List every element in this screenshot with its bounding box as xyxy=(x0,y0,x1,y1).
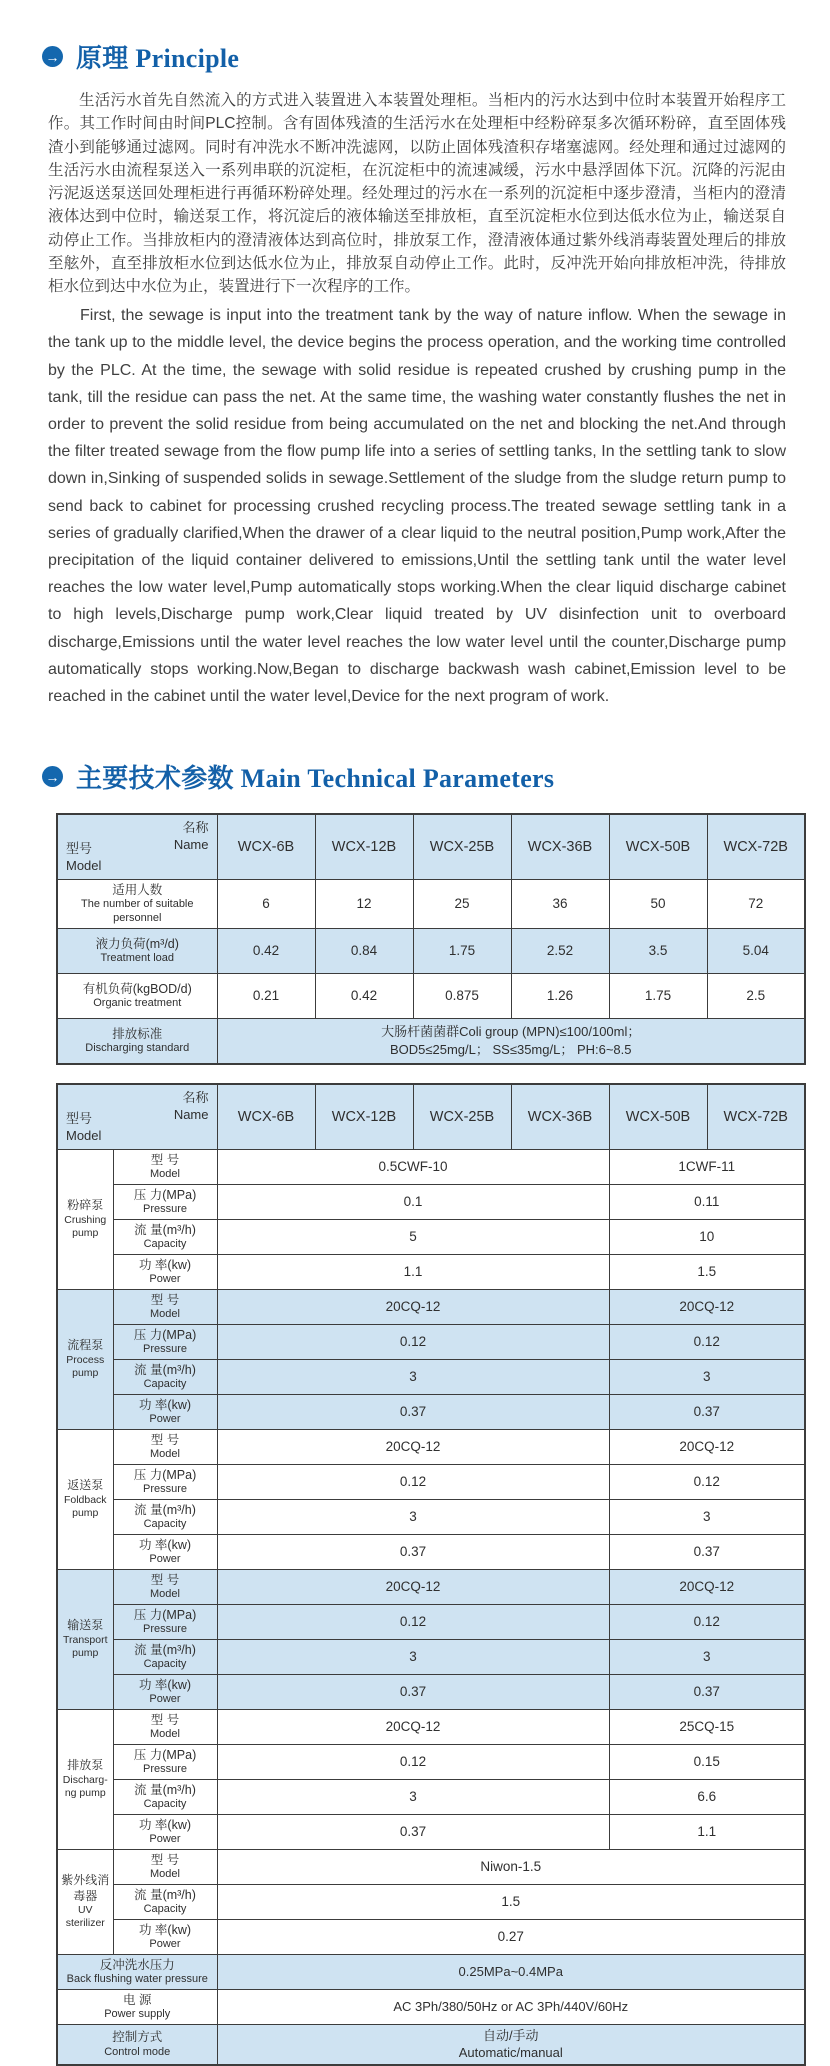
principle-paragraph-english: First, the sewage is input into the treatment tank by the way of nature inflow. When the sewage in the tank up to the middle level, the device begins the process operation, and the working time controlled by the PLC. At the time, the sewage with solid residue is repeated crushed by crushing pump in the tank, till the residue can pass the net. At the same time, the washing water constantly flushes the net in order to prevent the solid residue from being accumulated on the net and blocking the net.And through the filter treated sewage from the flow pump life into a series of settling tanks, In the settling tank to slow down in,Sinking of suspended solids in sewage.Settlement of the sludge from the sludge return pump to send back to cabinet for processing crushed recycling process.The treated sewage settling tank in a series of gradually clarified,When the drawer of a clear liquid to the neutral position,Pump work,After the precipitation of the liquid container delivered to emissions,Until the settling tank until the water level reaches the low water level,Pump automatically stops working.When the clear liquid discharge cabinet to high levels,Discharge pump work,Clear liquid treated by UV disinfection unit to overboard discharge,Emissions until the water level reaches the low water level until the counter,Discharge pump automatically stops working.Now,Began to discharge backwash wash cabinet,Emission level to be reached in the cabinet until the water level,Device for the next program of work. xyxy=(48,307,786,705)
label-chinese: 紫外线消毒器 xyxy=(61,1873,110,1903)
label-chinese: 流 量(m³/h) xyxy=(134,1362,196,1377)
label-english: Power xyxy=(149,1938,181,1951)
label-english: Transport pump xyxy=(62,1633,108,1660)
value-cell-left: 5 xyxy=(217,1219,609,1254)
value-cell-right: 3 xyxy=(609,1499,805,1534)
label-english: Capacity xyxy=(143,1238,187,1251)
standard-line: BOD5≤25mg/L； SS≤35mg/L； PH:6~8.5 xyxy=(389,1041,632,1057)
value-cell-right: 1CWF-11 xyxy=(609,1149,805,1184)
label-chinese: 压 力(MPa) xyxy=(133,1747,197,1762)
value-cell-left: 3 xyxy=(217,1639,609,1674)
value-cell-right: 0.12 xyxy=(609,1464,805,1499)
label-chinese: 流 量(m³/h) xyxy=(134,1502,196,1517)
group-label-cell xyxy=(57,1289,113,1429)
corner-name-label xyxy=(174,1090,209,1124)
value-cell-right: 20CQ-12 xyxy=(609,1289,805,1324)
table-row xyxy=(57,1989,805,2024)
label-chinese: 型 号 xyxy=(150,1292,180,1307)
header-row xyxy=(57,814,805,880)
label-chinese: 压 力(MPa) xyxy=(133,1187,197,1202)
label-english: Pressure xyxy=(142,1623,188,1636)
label-chinese: 流 量(m³/h) xyxy=(134,1782,196,1797)
label-chinese: 型 号 xyxy=(150,1152,180,1167)
value-cell-left: 0.12 xyxy=(217,1744,609,1779)
label-chinese: 流程泵 xyxy=(67,1338,104,1353)
table-row xyxy=(57,1604,805,1639)
param-label-cell xyxy=(113,1814,217,1849)
label-english: Foldback pump xyxy=(63,1493,107,1520)
model-header-cell: WCX-72B xyxy=(707,1084,805,1150)
value-cell-right: 20CQ-12 xyxy=(609,1429,805,1464)
value-cell: 6 xyxy=(217,880,315,929)
value-cell-left: 0.37 xyxy=(217,1674,609,1709)
corner-name-label xyxy=(174,820,209,854)
table-row xyxy=(57,1464,805,1499)
table-row xyxy=(57,1394,805,1429)
label-chinese: 流 量(m³/h) xyxy=(134,1642,196,1657)
param-label-cell xyxy=(113,1709,217,1744)
group-label-cell xyxy=(57,1709,113,1849)
value-cell-left: 0.5CWF-10 xyxy=(217,1149,609,1184)
model-header-cell: WCX-50B xyxy=(609,814,707,880)
value-cell-right: 25CQ-15 xyxy=(609,1709,805,1744)
model-header-cell: WCX-6B xyxy=(217,814,315,880)
label-english: Capacity xyxy=(143,1518,187,1531)
corner-model-label xyxy=(66,841,101,875)
model-header-cell: WCX-12B xyxy=(315,1084,413,1150)
corner-cell xyxy=(57,1084,217,1150)
param-label-cell xyxy=(113,1324,217,1359)
param-label-cell xyxy=(113,1674,217,1709)
table-row xyxy=(57,1569,805,1604)
model-header-cell: WCX-36B xyxy=(511,1084,609,1150)
param-label-cell xyxy=(113,1289,217,1324)
model-header-cell: WCX-6B xyxy=(217,1084,315,1150)
corner-model-en: Model xyxy=(66,858,102,874)
value-cell-left: 3 xyxy=(217,1499,609,1534)
value-cell: 0.21 xyxy=(217,973,315,1018)
group-label-cell xyxy=(57,1149,113,1289)
label-english: Organic treatment xyxy=(93,997,182,1010)
group-label-cell xyxy=(57,1429,113,1569)
main-parameters-table xyxy=(56,813,806,1065)
value-cell-right: 20CQ-12 xyxy=(609,1569,805,1604)
label-english: Power supply xyxy=(104,2008,171,2021)
label-english: Model xyxy=(150,1588,180,1601)
label-english: Back flushing water pressure xyxy=(66,1973,208,1986)
value-cell-right: 0.11 xyxy=(609,1184,805,1219)
value-cell-right: 3 xyxy=(609,1639,805,1674)
table-row xyxy=(57,1289,805,1324)
table-row xyxy=(57,2024,805,2065)
param-label-cell xyxy=(113,1394,217,1429)
label-english: Treatment load xyxy=(100,952,175,965)
label-english: Model xyxy=(150,1308,180,1321)
corner-name-zh: 名称 xyxy=(182,820,209,836)
table-row xyxy=(57,1779,805,1814)
label-chinese: 控制方式 xyxy=(112,2030,163,2045)
label-english: Process pump xyxy=(66,1353,105,1380)
value-cell-right: 0.15 xyxy=(609,1744,805,1779)
value-cell-full: 1.5 xyxy=(217,1884,805,1919)
value-cell-left: 0.12 xyxy=(217,1324,609,1359)
value-cell: 25 xyxy=(413,880,511,929)
value-cell: 36 xyxy=(511,880,609,929)
label-english: Pressure xyxy=(142,1763,188,1776)
model-header-cell: WCX-25B xyxy=(413,1084,511,1150)
label-english: Pressure xyxy=(142,1483,188,1496)
label-english: Model xyxy=(150,1168,180,1181)
arrow-circle-icon: → xyxy=(42,46,63,67)
standard-line: 大肠杆菌菌群Coli group (MPN)≤100/100ml； xyxy=(381,1024,641,1040)
value-cell: 1.26 xyxy=(511,973,609,1018)
table-row xyxy=(57,1254,805,1289)
model-header-cell: WCX-50B xyxy=(609,1084,707,1150)
label-english: Power xyxy=(149,1273,181,1286)
table-row xyxy=(57,1359,805,1394)
value-cell-left: 0.37 xyxy=(217,1814,609,1849)
table-head xyxy=(57,1084,805,1150)
value-cell: 2.5 xyxy=(707,973,805,1018)
parameters-heading xyxy=(42,758,830,795)
label-chinese: 电 源 xyxy=(123,1992,152,2007)
table-row xyxy=(57,1219,805,1254)
label-chinese: 型 号 xyxy=(150,1432,180,1447)
label-english: Capacity xyxy=(143,1378,187,1391)
label-english: Capacity xyxy=(143,1798,187,1811)
label-chinese: 压 力(MPa) xyxy=(133,1327,197,1342)
label-english: Model xyxy=(150,1448,180,1461)
value-cell-left: 0.37 xyxy=(217,1394,609,1429)
value-cell: 0.42 xyxy=(217,928,315,973)
table-row xyxy=(57,1814,805,1849)
label-chinese: 型 号 xyxy=(150,1712,180,1727)
corner-name-en: Name xyxy=(173,836,209,852)
value-cell: 1.75 xyxy=(413,928,511,973)
value-cell-right: 0.12 xyxy=(609,1604,805,1639)
value-cell-full xyxy=(217,1989,805,2024)
value-cell-right: 6.6 xyxy=(609,1779,805,1814)
label-chinese: 功 率(kw) xyxy=(138,1537,192,1552)
table-row xyxy=(57,1184,805,1219)
value-line: AC 3Ph/380/50Hz or AC 3Ph/440V/60Hz xyxy=(393,1999,629,2015)
label-english: Discharg-ng pump xyxy=(62,1773,108,1800)
label-chinese: 功 率(kw) xyxy=(138,1257,192,1272)
value-cell: 50 xyxy=(609,880,707,929)
label-english: Power xyxy=(149,1553,181,1566)
label-chinese: 功 率(kw) xyxy=(138,1922,192,1937)
label-chinese: 返送泵 xyxy=(67,1478,104,1493)
param-label-cell xyxy=(113,1149,217,1184)
param-label-cell xyxy=(113,1254,217,1289)
table-body xyxy=(57,1149,805,2065)
group-label-cell xyxy=(57,1569,113,1709)
principle-heading-en: Principle xyxy=(135,44,240,73)
label-chinese: 功 率(kw) xyxy=(138,1397,192,1412)
param-label-cell xyxy=(113,1429,217,1464)
param-label-cell xyxy=(113,1639,217,1674)
label-chinese: 输送泵 xyxy=(67,1618,104,1633)
label-chinese: 型 号 xyxy=(150,1852,180,1867)
label-chinese: 液力负荷(m³/d) xyxy=(95,936,179,951)
label-chinese: 有机负荷(kgBOD/d) xyxy=(82,981,192,996)
table-row xyxy=(57,1744,805,1779)
param-label-cell xyxy=(57,880,217,929)
table-row xyxy=(57,1018,805,1064)
label-chinese: 排放标准 xyxy=(112,1026,163,1041)
label-english: UV sterilizer xyxy=(65,1904,105,1930)
label-chinese: 压 力(MPa) xyxy=(133,1607,197,1622)
value-cell-full xyxy=(217,2024,805,2065)
value-cell-full xyxy=(217,1954,805,1989)
table-row xyxy=(57,1324,805,1359)
model-header-cell: WCX-12B xyxy=(315,814,413,880)
value-cell-left: 20CQ-12 xyxy=(217,1429,609,1464)
principle-heading-title xyxy=(76,38,239,75)
model-header-cell: WCX-36B xyxy=(511,814,609,880)
value-cell-right: 0.37 xyxy=(609,1394,805,1429)
value-cell-right: 3 xyxy=(609,1359,805,1394)
model-header-cell: WCX-25B xyxy=(413,814,511,880)
table-row xyxy=(57,1499,805,1534)
table-row xyxy=(57,1919,805,1954)
param-label-cell xyxy=(113,1184,217,1219)
value-cell-left: 20CQ-12 xyxy=(217,1709,609,1744)
table-row xyxy=(57,880,805,929)
corner-model-en: Model xyxy=(66,1127,102,1143)
value-line: 0.25MPa~0.4MPa xyxy=(458,1964,563,1980)
value-cell: 1.75 xyxy=(609,973,707,1018)
value-cell-right: 0.37 xyxy=(609,1674,805,1709)
corner-model-zh: 型号 xyxy=(66,1111,93,1127)
principle-heading xyxy=(42,38,830,75)
corner-model-label xyxy=(66,1111,101,1145)
parameters-heading-title xyxy=(76,758,554,795)
label-chinese: 功 率(kw) xyxy=(138,1817,192,1832)
param-label-cell xyxy=(113,1604,217,1639)
param-label-cell xyxy=(113,1919,217,1954)
value-cell: 5.04 xyxy=(707,928,805,973)
value-cell-full: Niwon-1.5 xyxy=(217,1849,805,1884)
label-english: Crushing pump xyxy=(64,1213,107,1240)
param-label-cell xyxy=(57,973,217,1018)
table-row xyxy=(57,1534,805,1569)
group-label-cell xyxy=(57,1849,113,1954)
value-cell: 12 xyxy=(315,880,413,929)
standard-value-cell xyxy=(217,1018,805,1064)
corner-name-zh: 名称 xyxy=(182,1089,209,1105)
label-english: Capacity xyxy=(143,1903,187,1916)
label-english: Model xyxy=(150,1868,180,1881)
label-chinese: 压 力(MPa) xyxy=(133,1467,197,1482)
label-english: Pressure xyxy=(142,1203,188,1216)
value-cell: 3.5 xyxy=(609,928,707,973)
table-row xyxy=(57,973,805,1018)
label-english: The number of suitable personnel xyxy=(80,898,194,925)
label-chinese: 型 号 xyxy=(150,1572,180,1587)
header-row xyxy=(57,1084,805,1150)
param-label-cell xyxy=(113,1359,217,1394)
value-cell-left: 20CQ-12 xyxy=(217,1289,609,1324)
label-english: Power xyxy=(149,1693,181,1706)
label-english: Pressure xyxy=(142,1343,188,1356)
param-label-cell xyxy=(113,1219,217,1254)
value-cell-left: 3 xyxy=(217,1359,609,1394)
corner-name-en: Name xyxy=(173,1106,209,1122)
param-label-cell xyxy=(113,1744,217,1779)
value-cell: 0.84 xyxy=(315,928,413,973)
value-cell: 0.875 xyxy=(413,973,511,1018)
value-cell: 72 xyxy=(707,880,805,929)
table-row xyxy=(57,1674,805,1709)
principle-heading-zh: 原理 xyxy=(76,44,129,73)
table-row xyxy=(57,1849,805,1884)
table-row xyxy=(57,1639,805,1674)
value-cell-left: 0.12 xyxy=(217,1464,609,1499)
parameters-heading-zh: 主要技术参数 xyxy=(76,764,234,794)
param-label-cell xyxy=(57,928,217,973)
label-chinese: 功 率(kw) xyxy=(138,1677,192,1692)
label-chinese: 排放泵 xyxy=(67,1758,104,1773)
value-line: 自动/手动 xyxy=(482,2027,539,2043)
value-cell-right: 0.12 xyxy=(609,1324,805,1359)
label-chinese: 流 量(m³/h) xyxy=(134,1222,196,1237)
value-cell: 2.52 xyxy=(511,928,609,973)
value-cell-right: 1.1 xyxy=(609,1814,805,1849)
model-header-cell: WCX-72B xyxy=(707,814,805,880)
param-label-cell xyxy=(113,1534,217,1569)
label-english: Capacity xyxy=(143,1658,187,1671)
param-label-cell xyxy=(113,1884,217,1919)
label-english: Discharging standard xyxy=(85,1042,190,1055)
pump-parameters-table xyxy=(56,1083,806,2066)
value-cell-left: 0.37 xyxy=(217,1534,609,1569)
table-row xyxy=(57,928,805,973)
param-label-cell xyxy=(57,1989,217,2024)
principle-paragraph-chinese: 生活污水首先自然流入的方式进入装置进入本装置处理柜。当柜内的污水达到中位时本装置开始程序工作。其工作时间由时间PLC控制。含有固体残渣的生活污水在处理柜中经粉碎泵多次循环粉碎，直至固体残渣小到能够通过滤网。同时有冲洗水不断冲洗滤网，以防止固体残渣积存堵塞滤网。经处理和通过过滤网的生活污水由流程泵送入一系列串联的沉淀柜，在沉淀柜中的流速减缓，污水中悬浮固体下沉。沉降的污泥由污泥返送泵送回处理柜进行再循环粉碎处理。经处理过的污水在一系列的沉淀柜中逐步澄清，当柜内的澄清液体达到中位时，输送泵工作，将沉淀后的液体输送至排放柜，直至沉淀柜水位到达低水位为止，输送泵自动停止工作。当排放柜内的澄清液体达到高位时，排放泵工作，澄清液体通过紫外线消毒装置处理后的排放至舷外，直至排放柜水位到达低水位为止，排放泵自动停止工作。此时，反冲洗开始向排放柜冲洗，待排放柜水位到达中水位为止，装置进行下一次程序的工作。 xyxy=(48,92,786,295)
value-cell-left: 3 xyxy=(217,1779,609,1814)
label-english: Power xyxy=(149,1833,181,1846)
value-cell-right: 10 xyxy=(609,1219,805,1254)
label-chinese: 流 量(m³/h) xyxy=(134,1887,196,1902)
label-english: Control mode xyxy=(104,2045,171,2058)
param-label-cell xyxy=(57,1018,217,1064)
parameters-heading-en: Main Technical Parameters xyxy=(240,764,555,794)
value-cell-left: 0.12 xyxy=(217,1604,609,1639)
value-cell-right: 1.5 xyxy=(609,1254,805,1289)
corner-model-zh: 型号 xyxy=(66,841,93,857)
table-row xyxy=(57,1149,805,1184)
param-label-cell xyxy=(113,1569,217,1604)
param-label-cell xyxy=(57,1954,217,1989)
value-cell-left: 1.1 xyxy=(217,1254,609,1289)
value-cell: 0.42 xyxy=(315,973,413,1018)
param-label-cell xyxy=(113,1849,217,1884)
param-label-cell xyxy=(113,1779,217,1814)
table-body xyxy=(57,880,805,1064)
label-english: Model xyxy=(150,1728,180,1741)
table-row xyxy=(57,1954,805,1989)
table-row xyxy=(57,1429,805,1464)
value-cell-full: 0.27 xyxy=(217,1919,805,1954)
param-label-cell xyxy=(57,2024,217,2065)
label-english: Power xyxy=(149,1413,181,1426)
value-cell-left: 20CQ-12 xyxy=(217,1569,609,1604)
value-line: Automatic/manual xyxy=(458,2045,563,2061)
param-label-cell xyxy=(113,1464,217,1499)
label-chinese: 反冲洗水压力 xyxy=(99,1957,175,1972)
arrow-circle-icon: → xyxy=(42,766,63,787)
param-label-cell xyxy=(113,1499,217,1534)
table-head xyxy=(57,814,805,880)
label-chinese: 粉碎泵 xyxy=(67,1198,104,1213)
table-row xyxy=(57,1884,805,1919)
value-cell-left: 0.1 xyxy=(217,1184,609,1219)
table-row xyxy=(57,1709,805,1744)
value-cell-right: 0.37 xyxy=(609,1534,805,1569)
corner-cell xyxy=(57,814,217,880)
label-chinese: 适用人数 xyxy=(112,883,163,898)
